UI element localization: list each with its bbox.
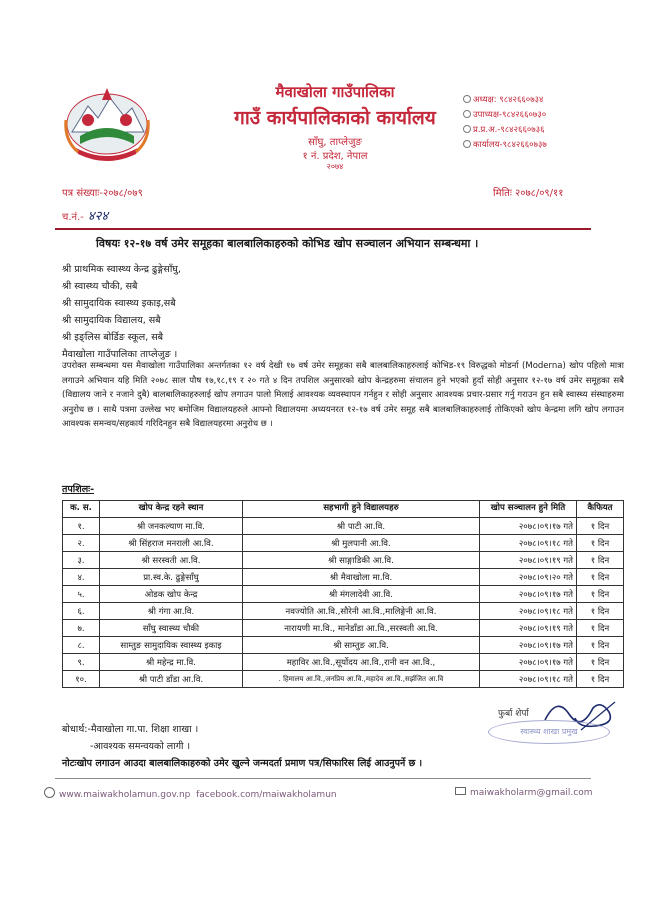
cc-line: बोधार्थ:-मैवाखोला गा.पा. शिक्षा शाखा । xyxy=(62,724,199,735)
footer-email xyxy=(455,787,592,798)
reference-number: पत्र संख्याः-२०७८/०७९ xyxy=(62,188,143,199)
note-line: नोटःखोप लगाउन आउदा बालबालिकाहरुको उमेर खुल्ने जन्मदर्ता प्रमाण पत्र/सिफारिस लिई आउनुपर्ने छ । xyxy=(62,758,423,769)
letter-date: मितिः २०७८/०९/११ xyxy=(493,188,564,199)
table-row: २. श्री सिंहराज मनराली आ.वि. श्री मुलपानी आ.वि. २०७८।०९।१८ गते १ दिन xyxy=(63,535,624,552)
footer-web xyxy=(44,787,337,800)
letter-subject: विषयः १२-१७ वर्ष उमेर समूहका बालबालिकाहरुको कोभिड खोप सञ्चालन अभियान सम्बन्धमा । xyxy=(96,237,479,250)
contact-cao: प्र.प्र.अ.-९८४२६६०७३६ xyxy=(463,124,545,135)
email-link[interactable]: maiwakholarm@gmail.com xyxy=(470,788,593,798)
office-address: साँघु, ताप्लेजुङ xyxy=(308,137,362,148)
table-row: ३. श्री सरस्वती आ.वि. श्री साङ्गाडिकी आ.वि. २०७८।०९।१९ गते १ दिन xyxy=(63,552,624,569)
globe-icon xyxy=(44,787,55,798)
recipient-line: श्री प्राथमिक स्वास्थ्य केन्द्र ढुङ्गेसाँघु, xyxy=(62,264,181,275)
office-province: १ नं. प्रदेश, नेपाल xyxy=(302,151,368,162)
contact-office: कार्यालय-९८४२६६०७३७ xyxy=(463,139,547,150)
table-row: ७. साँघु स्वास्थ्य चौकी नारायणी मा.वि., मानेडाँडा आ.वि.,सरस्वती आ.वि. २०७८।०९।१९ गते १ दिन xyxy=(63,620,624,637)
office-stamp: स्वास्थ्य शाखा प्रमुख xyxy=(488,720,610,744)
office-name: गाउँ कार्यपालिकाको कार्यालय xyxy=(234,107,436,129)
table-row: ५. ओडक खोप केन्द्र श्री मंगलादेवी आ.वि. २०७८।०९।१७ गते १ दिन xyxy=(63,586,624,603)
contact-vice-chair: उपाध्यक्ष-९८४२६६०७३० xyxy=(463,109,546,120)
table-row: ४. प्रा.स्व.के. ढुङ्गेसाँघु श्री मैवाखोला मा.वि. २०७८।०९।२० गते १ दिन xyxy=(63,569,624,586)
phone-icon xyxy=(463,140,471,148)
website-link[interactable]: www.maiwakholamun.gov.np xyxy=(59,790,191,800)
mail-icon xyxy=(455,787,466,795)
org-name: मैवाखोला गाउँपालिका xyxy=(275,83,395,101)
header-divider xyxy=(55,228,591,230)
table-row: १. श्री जनकल्याण मा.वि. श्री पाटी आ.वि. २०७८।०९।१७ गते १ दिन xyxy=(63,518,624,535)
dispatch-number: च.नं.- ४२४ xyxy=(62,209,109,224)
table-row: १०. श्री पाटी डाँडा आ.वि. . हिमालय आ.वि.,जनप्रिय आ.वि.,महादेव आ.वि.,सर्झजित आ.वि २०७८।०९।१८ गते १ दिन xyxy=(63,671,624,688)
col-header-sn: क. स. xyxy=(63,501,100,518)
phone-icon xyxy=(463,125,471,133)
nepal-emblem-icon xyxy=(58,80,156,162)
col-header-date: खोप सञ्चालन हुने मिति xyxy=(480,501,577,518)
signatory-name: फुर्बा शेर्पा xyxy=(498,709,529,719)
table-row: ९. श्री महेन्द्र मा.वि. महाविर आ.वि.,सूर्योदय आ.वि.,रानी वन आ.वि., २०७८।०९।१७ गते १ दिन xyxy=(63,654,624,671)
recipient-line: श्री सामुदायिक स्वास्थ्य इकाइ,सबै xyxy=(62,298,176,309)
col-header-remark: कैफियत xyxy=(577,501,624,518)
facebook-link[interactable]: facebook.com/maiwakholamun xyxy=(196,790,337,800)
phone-icon xyxy=(463,110,471,118)
cc-line: -आवश्यक समन्वयको लागी । xyxy=(90,741,191,752)
recipient-line: श्री स्वास्थ्य चौकी, सबै xyxy=(62,281,138,292)
table-header-row xyxy=(63,501,624,518)
recipient-line: श्री सामुदायिक विद्यालय, सबै xyxy=(62,315,161,326)
details-label: तपशिलः- xyxy=(62,484,95,495)
footer-divider xyxy=(55,778,591,779)
table-row: ८. साम्तुङ सामुदायिक स्वास्थ्य इकाइ श्री साम्तुङ आ.वि. २०७८।०९।१७ गते १ दिन xyxy=(63,637,624,654)
table-row: ६. श्री गंगा आ.वि. नवज्योति आ.वि.,सौरेनी आ.वि.,मालिङ्गेनी आ.वि. २०७८।०९।१८ गते १ दिन xyxy=(63,603,624,620)
letter-body: उपरोक्त सम्बन्धमा यस मैवाखोला गाउँपालिका अन्तर्गतका १२ वर्ष देखी १७ वर्ष उमेर समूहका सबै बालबालिकाहरुलाई कोभिड-१९ विरुद्धको मोडर्ना (Moderna) खोप पहिलो मात्रा लगाउने अभियान यहि मिति २०७८ साल पौष १७,१८,१९ र २० गते ४ दिन तपशिल अनुसारको खोप केन्द्रहरुमा संचालन हुने भएको हुदाँ सोही अनुसार १२-१७ वर्ष उमेर समूहका सबै (विद्यालय जाने र नजाने दुबै) बालबालिकाहरुलाई खोप लगाउन पालो मिलाई आवश्यक व्यवस्थापन गर्नहुन र सोही अनुसार आवश्यक प्रचार-प्रसार गर्नु गराउन हुन सबै स्वास्थ्य संस्थाहरुमा अनुरोध छ । साथै पत्रमा उल्लेख भए बमोजिम विद्यालयहरुले आफ्नो विद्यालयमा अध्ययनरत १२-१७ वर्ष उमेर समूह सबै बालबालिकाहरुलाई तोकिएको खोप केन्द्रमा लगि खोप लगाउन आवश्यक समन्वय/सहकार्य गरिदिनहुन सबै विद्यालयहरमा अनुरोध छ । xyxy=(62,361,624,429)
office-year: २०७४ xyxy=(326,162,344,171)
vaccination-schedule-table xyxy=(62,500,624,688)
recipient-line: श्री इङ्लिस बोर्डिङ स्कूल, सबै xyxy=(62,332,164,343)
col-header-schools: सहभागी हुने विद्यालयहरु xyxy=(243,501,480,518)
col-header-center: खोप केन्द्र रहने स्थान xyxy=(100,501,243,518)
phone-icon xyxy=(463,95,471,103)
recipient-line: मैवाखोला गाउँपालिका ताप्लेजुङ । xyxy=(62,349,178,360)
contact-chair: अध्यक्ष: ९८४२६६०७३४ xyxy=(463,94,543,105)
